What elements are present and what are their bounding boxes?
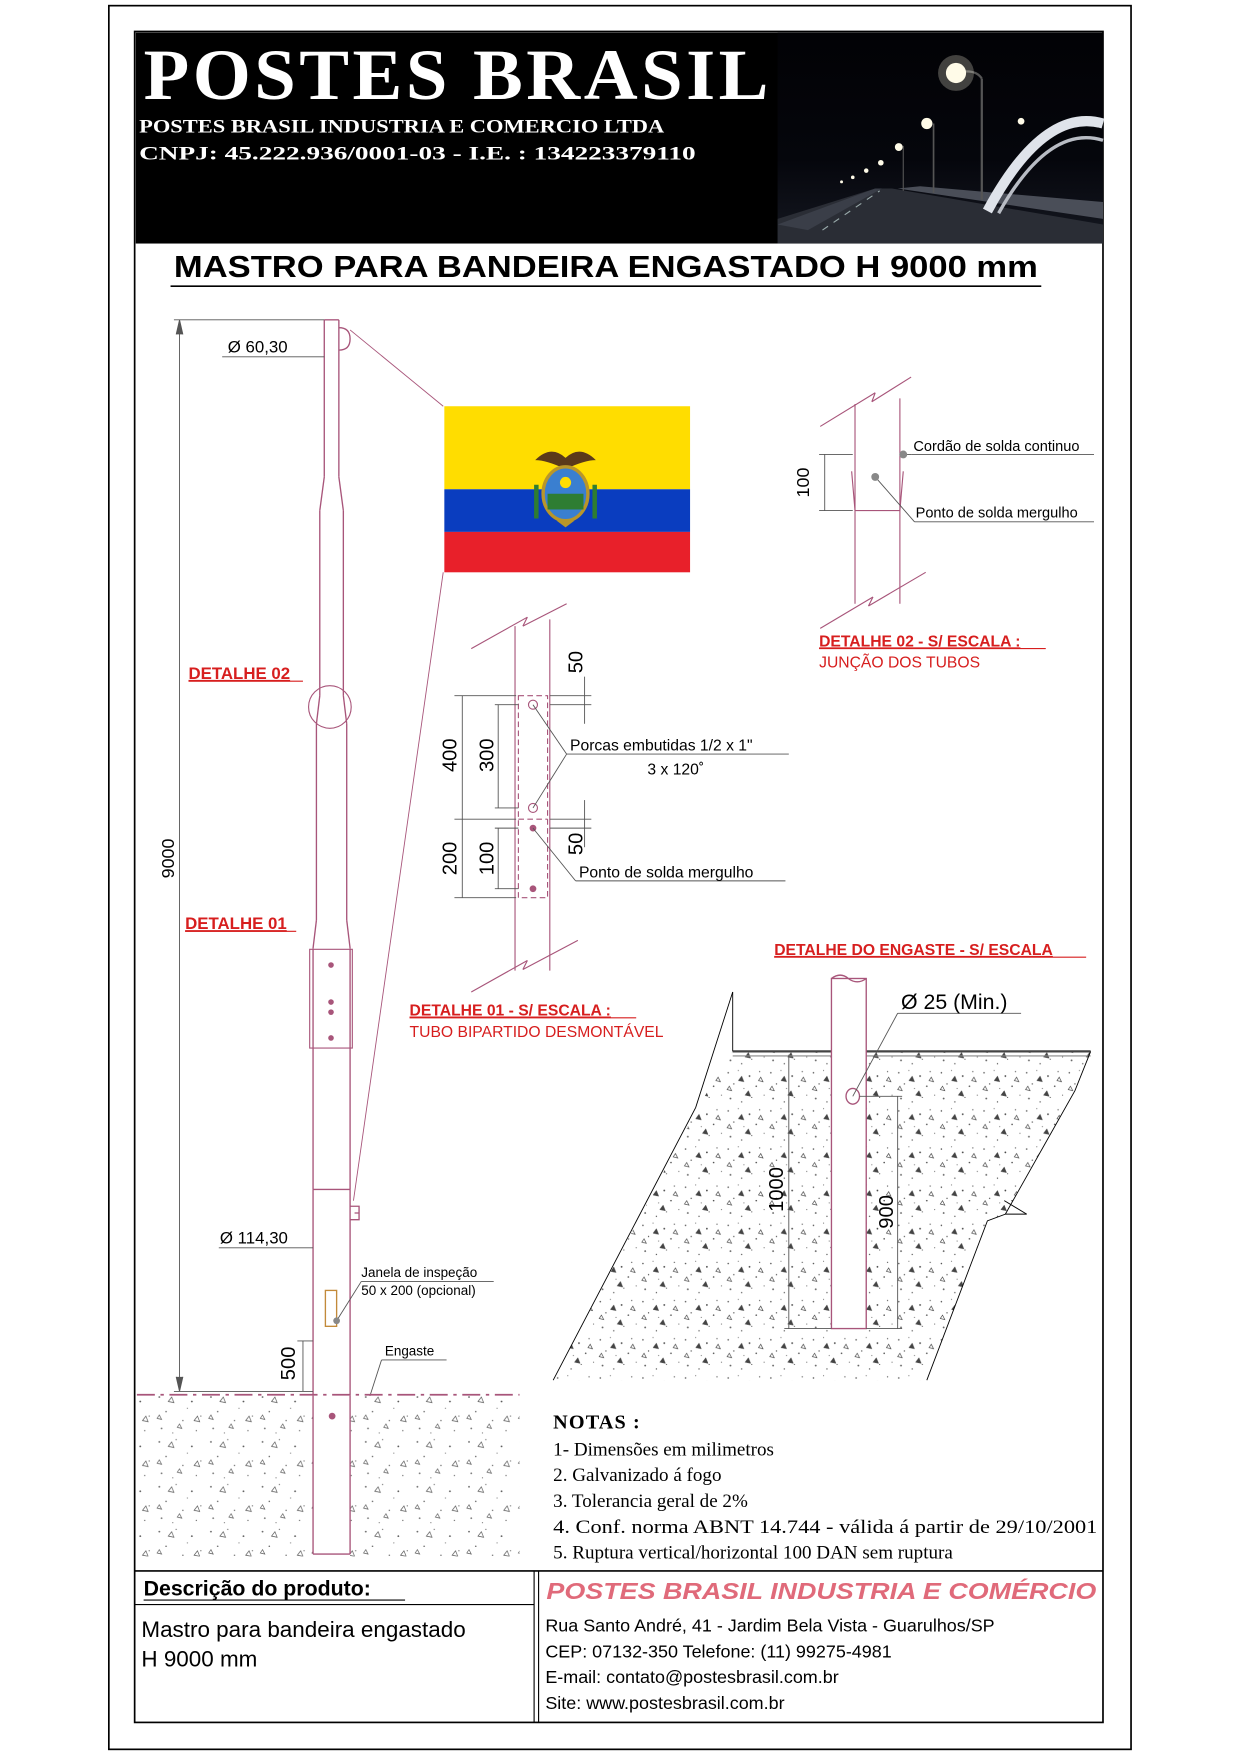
note-item: 3. Tolerancia geral de 2% [553, 1490, 748, 1512]
footer-address: Rua Santo André, 41 - Jardim Bela Vista - Guarulhos/SP [545, 1615, 995, 1636]
detail01-dim-50-top: 50 [565, 650, 588, 674]
product-description-title: Descrição do produto: [143, 1576, 371, 1601]
detail01-subtitle: TUBO BIPARTIDO DESMONTÁVEL [409, 1023, 664, 1041]
detail01-nuts [528, 700, 537, 892]
detail02-subtitle: JUNÇÃO DOS TUBOS [819, 654, 981, 672]
footer-phone: CEP: 07132-350 Telefone: (11) 99275-4981 [545, 1641, 892, 1662]
detail01-dim-100: 100 [476, 841, 499, 876]
detail02-weld-spot: Ponto de solda mergulho [915, 505, 1078, 522]
detail01-marker: DETALHE 01 [185, 914, 287, 934]
detail02-drawing [820, 377, 925, 628]
embed-depth-label: 500 [278, 1346, 301, 1381]
footer [135, 1571, 1103, 1722]
base-diameter-label: Ø 114,30 [219, 1228, 288, 1248]
main-pole [313, 320, 359, 1554]
flag-leader-bottom [353, 572, 443, 1200]
company-registry: CNPJ: 45.222.936/0001-03 - I.E. : 134223379110 [139, 143, 696, 165]
brand-logo: POSTES BRASIL [143, 34, 772, 115]
notes-block [553, 1411, 1097, 1563]
detail01-dim-300: 300 [476, 738, 499, 773]
engaste-title: DETALHE DO ENGASTE - S/ ESCALA [774, 941, 1053, 959]
detail01-dim-400: 400 [439, 738, 462, 773]
drawing-title: MASTRO PARA BANDEIRA ENGASTADO H 9000 mm [173, 251, 1038, 285]
header-banner [136, 33, 1103, 244]
detail01-nuts-label: Porcas embutidas 1/2 x 1" [570, 737, 753, 755]
product-description-line2: H 9000 mm [141, 1646, 258, 1672]
ground-concrete [137, 1395, 520, 1557]
detail01-bolts [328, 962, 334, 1041]
detail01-dim-200: 200 [439, 841, 462, 876]
flag-illustration [444, 406, 690, 572]
detail01-title: DETALHE 01 - S/ ESCALA : [409, 1002, 611, 1020]
detail02-dim-label: 100 [793, 467, 814, 498]
notes-title: NOTAS : [553, 1411, 641, 1434]
footer-site: Site: www.postesbrasil.com.br [545, 1692, 785, 1713]
inspection-dot [333, 1317, 340, 1324]
note-item: 2. Galvanizado á fogo [553, 1465, 722, 1487]
product-description-line1: Mastro para bandeira engastado [141, 1617, 466, 1643]
detail01-weld-spot: Ponto de solda mergulho [578, 864, 754, 882]
detail02-spot-dot [871, 473, 879, 481]
engaste-hole-label: Ø 25 (Min.) [901, 989, 1008, 1014]
detail02-weld-continuous: Cordão de solda continuo [913, 439, 1080, 456]
footer-company-name: POSTES BRASIL INDUSTRIA E COMÉRCIO [546, 1577, 1028, 1604]
detail02-title: DETALHE 02 - S/ ESCALA : [819, 633, 1021, 651]
detail01-drawing [471, 604, 578, 992]
note-item: 1- Dimensões em milimetros [553, 1439, 774, 1461]
footer-email: E-mail: contato@postesbrasil.com.br [545, 1667, 839, 1688]
inspection-window-label: Janela de inspeção [361, 1264, 478, 1280]
engaste-dim-1000: 1000 [766, 1166, 789, 1212]
detail02-marker: DETALHE 02 [188, 663, 291, 683]
top-diameter-label: Ø 60,30 [227, 337, 288, 357]
note-item: 4. Conf. norma ABNT 14.744 - válida á partir de 29/10/2001 [553, 1516, 1098, 1538]
flag-leader-top [350, 330, 443, 406]
detail01-nuts-angle: 3 x 120˚ [647, 761, 705, 779]
embedment-label: Engaste [384, 1343, 435, 1359]
detail02-weld-dot [899, 451, 907, 459]
engaste-dim-900: 900 [876, 1195, 899, 1229]
inspection-leader [337, 1281, 362, 1320]
detail01-dim-50-bottom: 50 [565, 832, 588, 856]
total-height-label: 9000 [157, 838, 178, 879]
inspection-window-size: 50 x 200 (opcional) [361, 1282, 476, 1298]
note-item: 5. Ruptura vertical/horizontal 100 DAN sem ruptura [553, 1542, 953, 1564]
company-name: POSTES BRASIL INDUSTRIA E COMERCIO LTDA [139, 116, 665, 138]
